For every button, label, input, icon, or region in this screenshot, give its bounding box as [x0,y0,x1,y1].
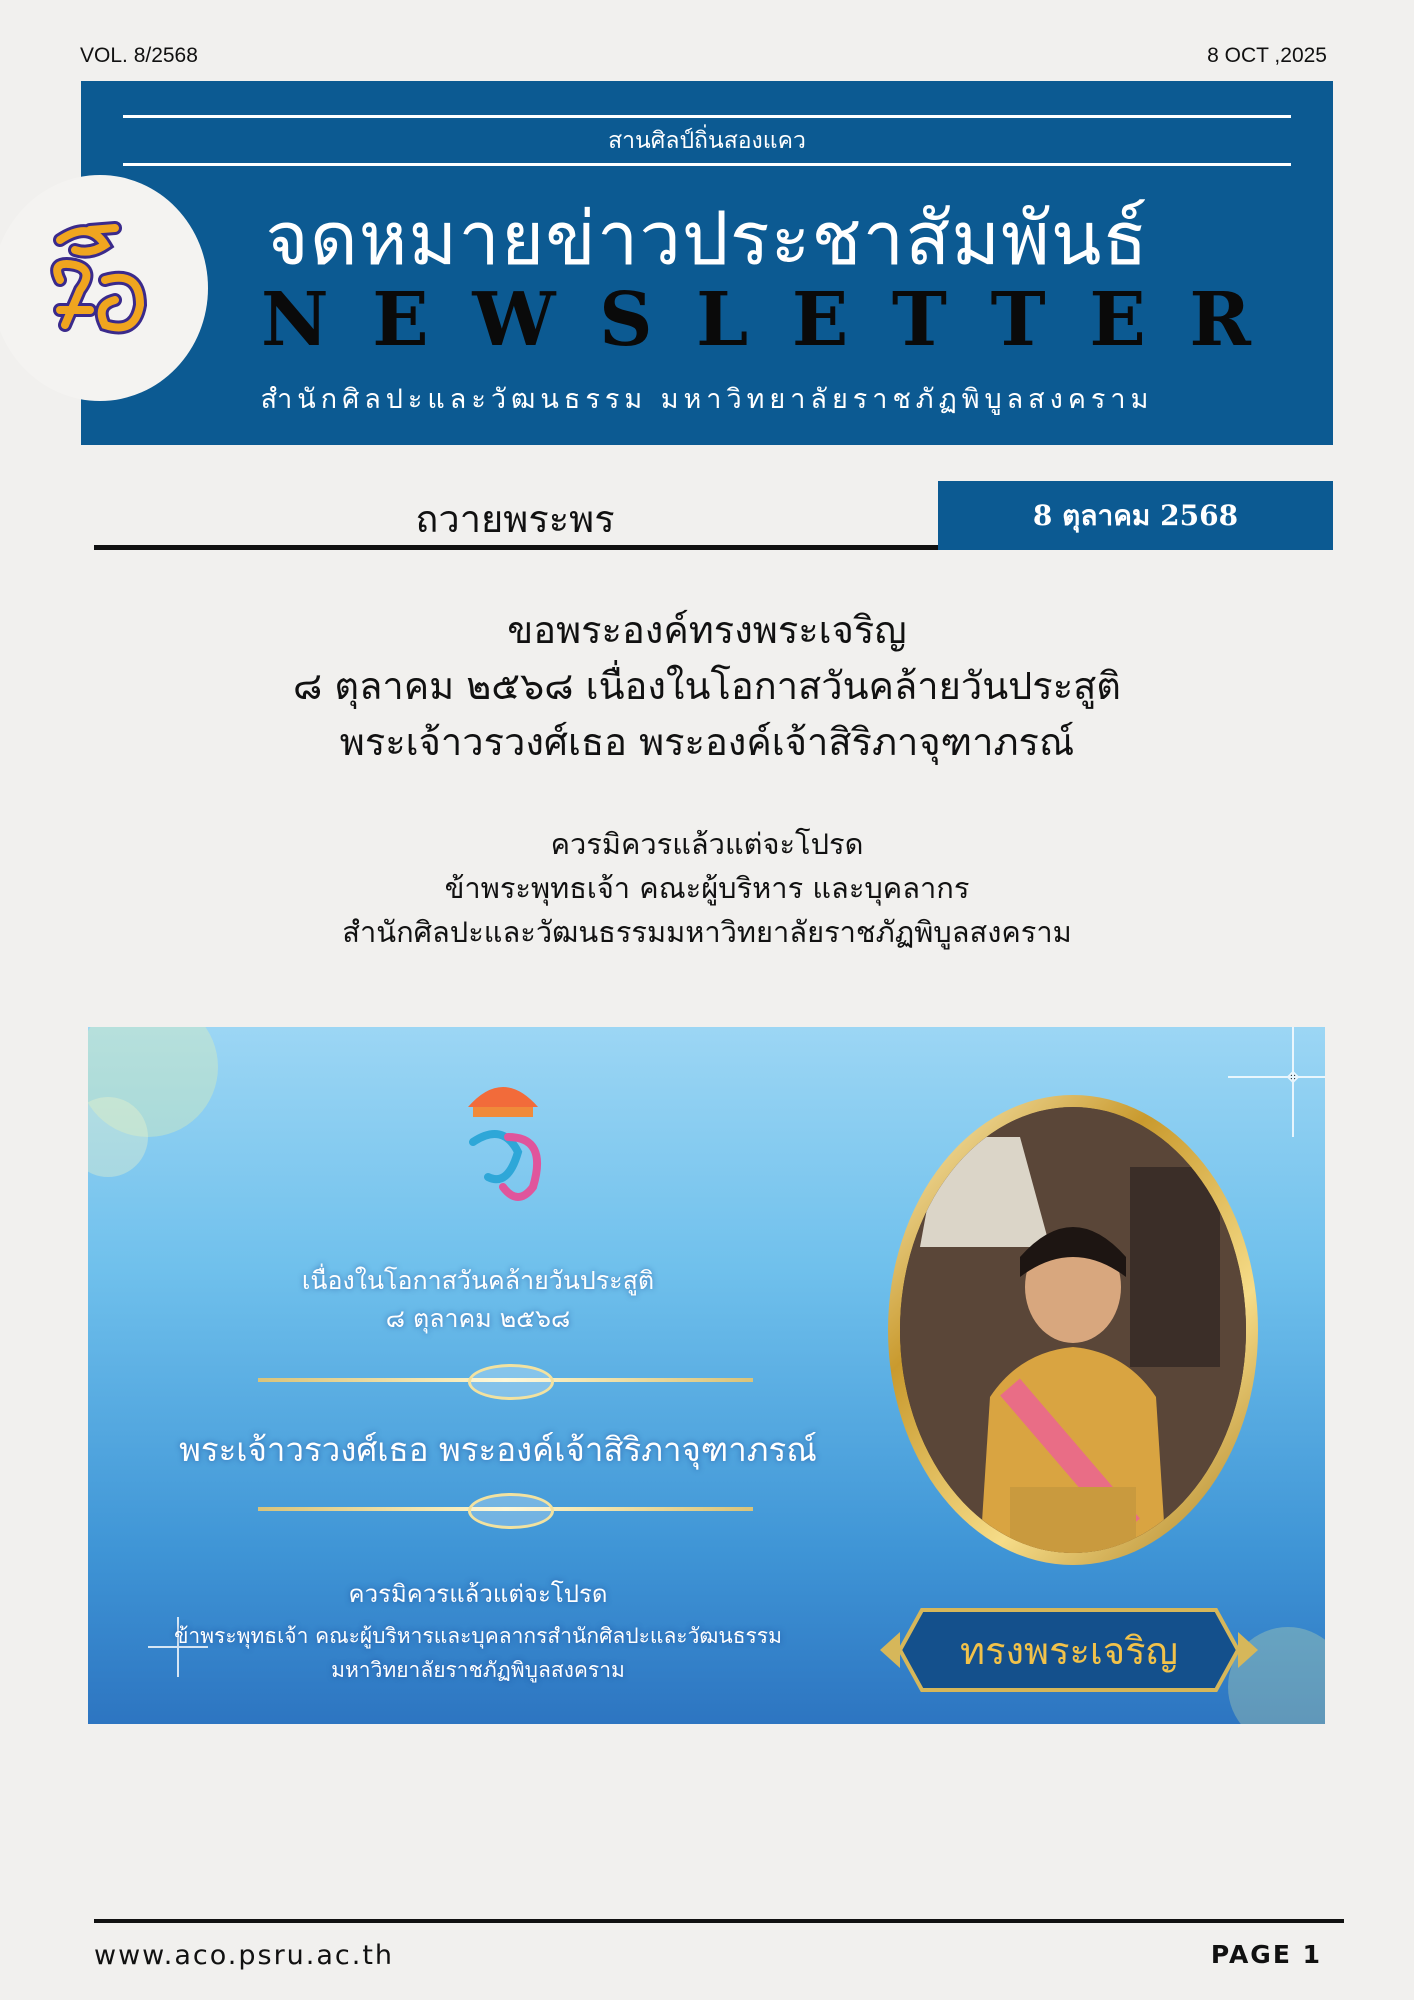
wordmark-letter: S [599,277,653,363]
wish-plate-text: ทรงพระเจริญ [960,1628,1178,1673]
masthead-rule-bottom [123,163,1291,166]
section-title: ถวายพระพร [415,497,615,541]
headline-line: ขอพระองค์ทรงพระเจริญ [507,608,907,652]
sinlapa-logo-icon [20,210,170,360]
wordmark-letter: W [472,277,556,363]
masthead-title: จดหมายข่าวประชาสัมพันธ์ [265,196,1149,282]
masthead-organization: สำนักศิลปะและวัฒนธรรม มหาวิทยาลัยราชภัฏพิบูลสงคราม [260,384,1154,415]
headline-line: พระเจ้าวรวงศ์เธอ พระองค์เจ้าสิริภาจุฑาภรณ์ [339,720,1075,764]
banner-royal-name: พระเจ้าวรวงศ์เธอ พระองค์เจ้าสิริภาจุฑาภรณ์ [179,1430,817,1469]
page-number: PAGE 1 [1210,1940,1322,1969]
headline [120,602,1294,770]
wordmark-letter: E [1089,277,1146,363]
masthead-rule-top [123,115,1291,118]
wordmark-letter: R [1189,277,1251,363]
masthead-subtitle: สานศิลป์ถิ่นสองแคว [608,128,806,154]
wordmark-letter: E [791,277,849,363]
blessing-signature [120,822,1294,954]
issue-date: 8 OCT ,2025 [1207,44,1327,67]
wordmark-letter: T [990,277,1046,363]
banner-occasion-line: ๘ ตุลาคม ๒๕๖๘ [385,1304,571,1333]
newsletter-wordmark [261,277,1251,363]
volume-label: VOL. 8/2568 [80,44,198,67]
ornament-center [468,1364,554,1400]
masthead [81,81,1333,445]
banner-occasion-line: เนื่องในโอกาสวันคล้ายวันประสูติ [301,1266,655,1295]
headline-line: ๘ ตุลาคม ๒๕๖๘ เนื่องในโอกาสวันคล้ายวันประสูติ [293,664,1121,708]
banner-from-line: ข้าพระพุทธเจ้า คณะผู้บริหารและบุคลากรสำนักศิลปะและวัฒนธรรม [174,1624,782,1648]
section-rule [94,545,938,550]
royal-emblem-icon [448,1067,558,1217]
wordmark-letter: E [372,277,429,363]
banner-from-line: มหาวิทยาลัยราชภัฏพิบูลสงคราม [331,1658,625,1682]
signature-line: สำนักศิลปะและวัฒนธรรมมหาวิทยาลัยราชภัฏพิบูลสงคราม [342,915,1072,949]
banner-occasion [223,1262,733,1338]
birthday-banner [88,1027,1325,1724]
footer-website-link[interactable]: www.aco.psru.ac.th [94,1940,395,1971]
banner-from [148,1619,808,1687]
footer-rule [94,1919,1344,1923]
portrait-figure-icon [900,1107,1246,1553]
section-date-badge: 8 ตุลาคม 2568 [938,481,1333,550]
wordmark-letter: L [696,277,749,363]
royal-portrait-photo [900,1107,1246,1553]
wordmark-letter: N [261,277,329,363]
wordmark-letter: T [891,277,947,363]
banner-wish: ควรมิควรแล้วแต่จะโปรด [348,1580,608,1608]
signature-line: ควรมิควรแล้วแต่จะโปรด [550,827,864,861]
signature-line: ข้าพระพุทธเจ้า คณะผู้บริหาร และบุคลากร [444,871,970,905]
ornament-center [468,1493,554,1529]
